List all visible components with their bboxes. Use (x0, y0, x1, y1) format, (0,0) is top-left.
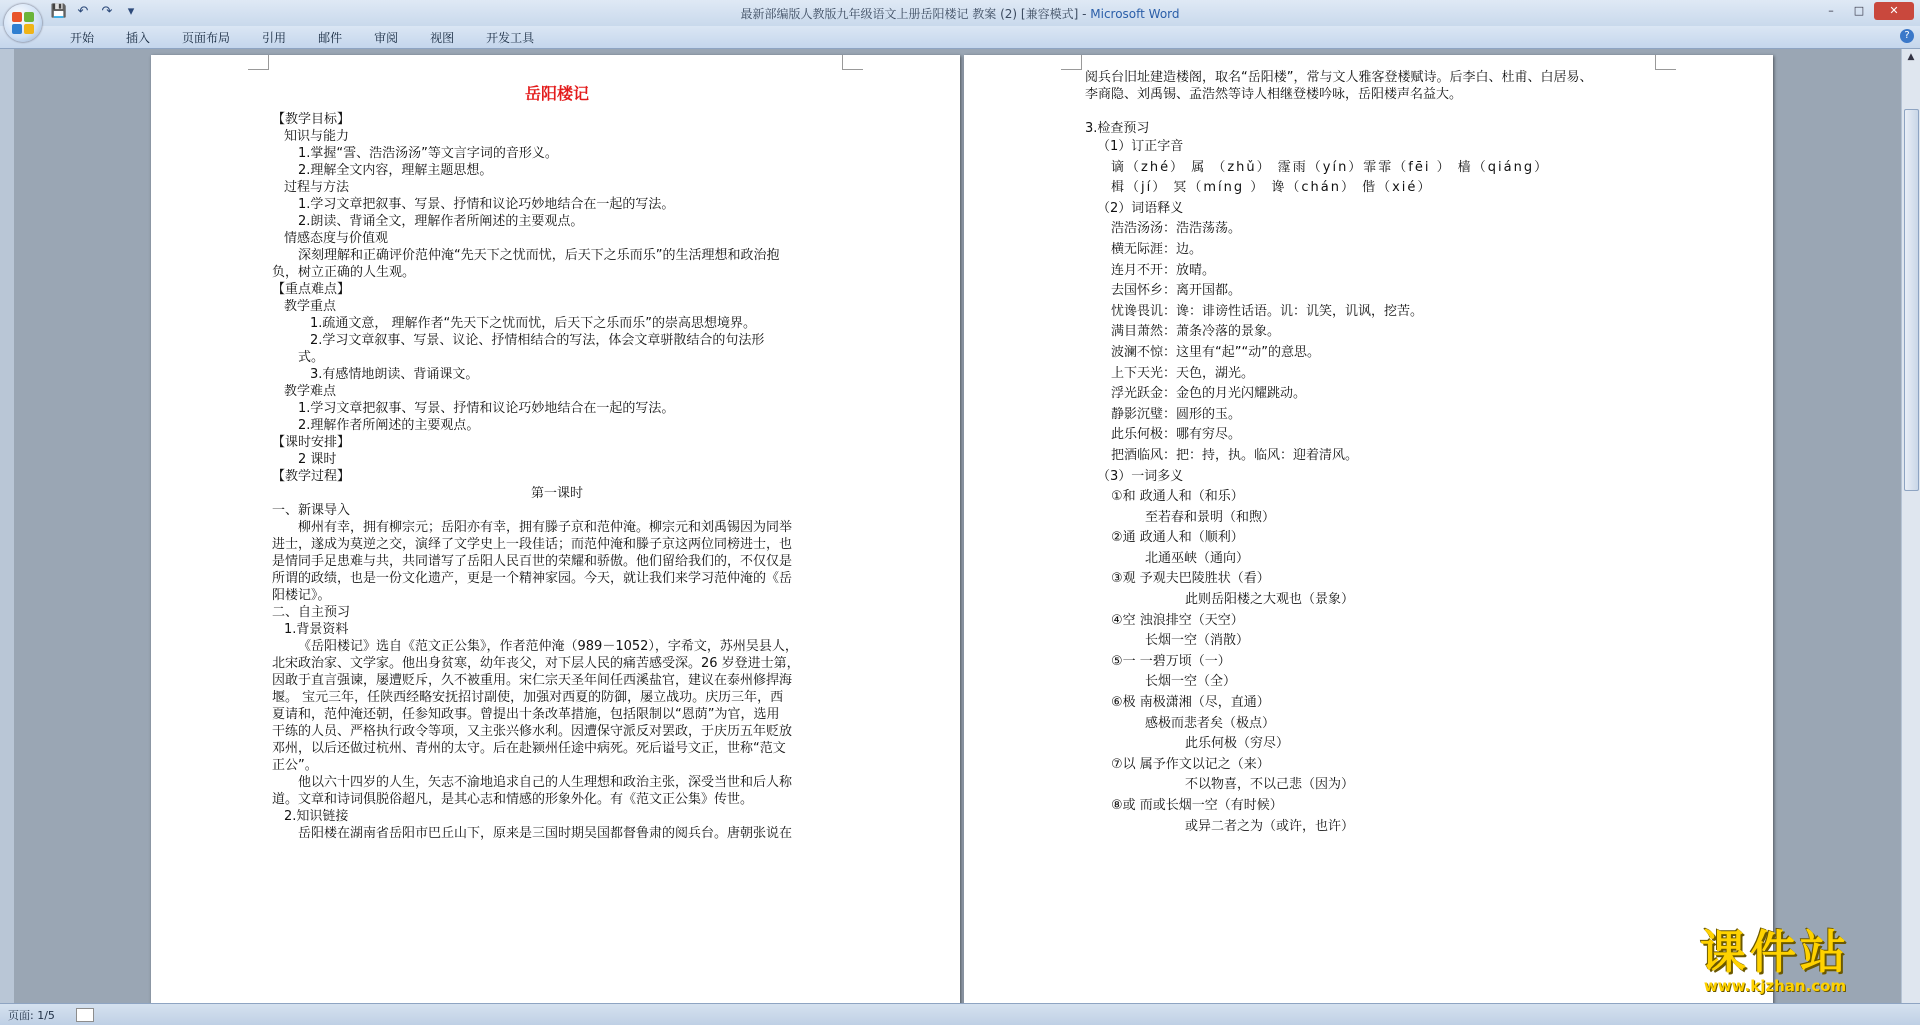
crop-mark (842, 55, 863, 70)
text-line: 柳州有幸，拥有柳宗元；岳阳亦有幸，拥有滕子京和范仲淹。柳宗元和刘禹锡因为同举 (298, 520, 793, 535)
text-line: 浮光跃金：金色的月光闪耀跳动。 (1111, 386, 1307, 402)
office-logo-icon (12, 12, 34, 34)
text-line (1085, 103, 1655, 120)
text-line: 或异二者之为（或许，也许） (1185, 818, 1355, 834)
text-line: 波澜不惊：这里有“起”“动”的意思。 (1111, 344, 1320, 360)
text-line: 是情同手足患难与共，共同谱写了岳阳人民百世的荣耀和骄傲。他们留给我们的，不仅仅是 (272, 554, 793, 569)
text-line: ⑤一 一碧万顷（一） (1111, 653, 1231, 669)
text-line: 此乐何极（穷尽） (1185, 736, 1290, 752)
document-workspace (14, 49, 1902, 1004)
text-line: 所谓的政绩，也是一份文化遗产，更是一个精神家园。今天，就让我们来学习范仲淹的《岳 (272, 571, 793, 586)
text-line: 感极而悲者矣（极点） (1145, 715, 1276, 731)
text-line: 忧谗畏讥：谗：诽谤性话语。讥：讥笑，讥讽，挖苦。 (1111, 303, 1424, 319)
scrollbar-thumb[interactable] (1904, 109, 1919, 491)
window-title (0, 5, 1920, 22)
text-line: 3.有感情地朗读、背诵课文。 (310, 367, 479, 382)
text-line: 一、新课导入 (272, 503, 351, 518)
text-line: 夏请和，范仲淹还朝，任参知政事。曾提出十条改革措施，包括限制以“恩荫”为官，选用 (272, 707, 780, 722)
text-line: 【重点难点】 (272, 282, 351, 297)
text-line: （2）词语释义 (1097, 200, 1184, 216)
text-line: 因敢于直言强谏，屡遭贬斥，久不被重用。宋仁宗天圣年间任西溪盐官，建议在泰州修捍海 (272, 673, 793, 688)
document-page-2[interactable] (964, 55, 1773, 1004)
crop-mark (1655, 55, 1676, 70)
text-line: 此乐何极：哪有穷尽。 (1111, 427, 1242, 443)
text-line: 二、自主预习 (272, 605, 351, 620)
text-line: 知识与能力 (284, 129, 350, 144)
text-line: 1.学习文章把叙事、写景、抒情和议论巧妙地结合在一起的写法。 (298, 401, 675, 416)
text-line: 1.疏通文意， 理解作者“先天下之忧而忧，后天下之乐而乐”的崇高思想境界。 (310, 316, 757, 331)
text-line: 正公”。 (272, 758, 318, 773)
document-name: 最新部编版人教版九年级语文上册岳阳楼记 教案 (2) [兼容模式] - (740, 7, 1091, 21)
crop-mark (248, 55, 269, 70)
ribbon-tabs (0, 26, 1920, 49)
text-line: 3.检查预习 (1085, 121, 1150, 136)
text-line: 教学重点 (284, 299, 337, 314)
text-line: 去国怀乡：离开国都。 (1111, 283, 1242, 299)
text-line: 过程与方法 (284, 180, 350, 195)
page-2-body (1085, 69, 1655, 837)
window-controls (1818, 2, 1914, 20)
text-line: 阅兵台旧址建造楼阁，取名“岳阳楼”，常与文人雅客登楼赋诗。后李白、杜甫、白居易、 (1085, 70, 1593, 85)
status-bar (0, 1003, 1920, 1025)
text-line: 【教学过程】 (272, 469, 351, 484)
tab-0[interactable]: 开始 (70, 31, 95, 45)
document-title: 岳阳楼记 (524, 84, 589, 103)
text-line: 负，树立正确的人生观。 (272, 265, 416, 280)
redo-icon[interactable]: ↷ (101, 4, 113, 19)
page-1-body (272, 77, 842, 842)
text-line: 横无际涯：边。 (1111, 241, 1203, 257)
minimize-button[interactable]: – (1828, 4, 1834, 17)
page-count[interactable]: 页面: 1/5 (8, 1009, 55, 1022)
customize-toolbar-icon[interactable]: ▾ (127, 4, 135, 19)
text-line: 2.学习文章叙事、写景、议论、抒情相结合的写法，体会文章骈散结合的句法形 (310, 333, 765, 348)
close-button[interactable]: ✕ (1874, 2, 1914, 20)
text-line: ⑧或 而或长烟一空（有时候） (1111, 798, 1283, 813)
text-line: 至若春和景明（和煦） (1145, 509, 1276, 525)
maximize-button[interactable]: □ (1853, 4, 1865, 17)
text-line: 1.学习文章把叙事、写景、抒情和议论巧妙地结合在一起的写法。 (298, 197, 675, 212)
text-line: 式。 (298, 350, 325, 365)
text-line: ⑦以 属予作文以记之（来） (1111, 756, 1270, 772)
tab-5[interactable]: 审阅 (374, 31, 399, 45)
tab-6[interactable]: 视图 (430, 31, 455, 45)
proofing-icon[interactable] (76, 1008, 94, 1022)
watermark-logo (1656, 927, 1894, 997)
text-line: 李商隐、刘禹锡、孟浩然等诗人相继登楼吟咏，岳阳楼声名益大。 (1085, 87, 1463, 102)
text-line: 2.朗读、背诵全文，理解作者所阐述的主要观点。 (298, 214, 584, 229)
scroll-up-icon[interactable]: ▲ (1907, 52, 1915, 62)
text-line: 2.知识链接 (284, 809, 349, 824)
text-line: 北通巫峡（通向） (1145, 550, 1250, 566)
text-line: 连月不开：放晴。 (1111, 262, 1216, 278)
text-line: 满目萧然：萧条冷落的景象。 (1111, 324, 1281, 340)
text-line: 楫（jí） 冥（míng ） 谗（chán） 偕（xié） (1111, 180, 1433, 196)
title-bar (0, 0, 1920, 26)
text-line: 情感态度与价值观 (284, 231, 389, 246)
watermark-url: www.kjzhan.com (1703, 977, 1847, 995)
text-line: 干练的人员、严格执行政令等项，又主张兴修水利。因遭保守派反对罢政，于庆历五年贬放 (272, 724, 793, 739)
text-line: 《岳阳楼记》选自《范文正公集》，作者范仲淹（989－1052），字希文，苏州吴县人， (298, 639, 798, 654)
text-line: ④空 浊浪排空（天空） (1111, 612, 1244, 628)
text-line: （1）订正字音 (1097, 139, 1184, 154)
text-line: 谪（zhé） 属 （zhǔ） 霪雨（yín）霏霏（fēi ） 樯（qiáng） (1111, 159, 1550, 175)
text-line: 北宋政治家、文学家。他出身贫寒，幼年丧父，对下层人民的痛苦感受深。26 岁登进士第， (272, 656, 800, 671)
text-line: 堰。 宝元三年，任陕西经略安抚招讨副使，加强对西夏的防御，屡立战功。庆历三年，西 (272, 690, 784, 705)
text-line: 邓州，以后还做过杭州、青州的太守。后在赴颍州任途中病死。死后谥号文正，世称“范文 (272, 741, 786, 756)
text-line: 长烟一空（消散） (1145, 633, 1250, 649)
text-line: 道。文章和诗词俱脱俗超凡，是其心志和情感的形象外化。有《范文正公集》传世。 (272, 792, 754, 807)
text-line: ③观 予观夫巴陵胜状（看） (1111, 571, 1270, 587)
tab-4[interactable]: 邮件 (318, 31, 343, 45)
text-line: 此则岳阳楼之大观也（景象） (1185, 592, 1355, 608)
text-line: 岳阳楼在湖南省岳阳市巴丘山下，原来是三国时期吴国都督鲁肃的阅兵台。唐朝张说在 (298, 826, 793, 841)
text-line: 把酒临风：把：持，执。临风：迎着清风。 (1111, 447, 1359, 463)
text-line: 进士，遂成为莫逆之交，演绎了文学史上一段佳话；而范仲淹和滕子京这两位同榜进士，也 (272, 537, 793, 552)
text-line: 长烟一空（全） (1145, 674, 1237, 690)
text-line: 第一课时 (530, 486, 583, 501)
text-line: 不以物喜，不以己悲（因为） (1185, 777, 1355, 793)
text-line: 教学难点 (284, 384, 337, 399)
document-page-1[interactable] (151, 55, 960, 1004)
text-line: 他以六十四岁的人生，矢志不渝地追求自己的人生理想和政治主张，深受当世和后人称 (298, 775, 793, 790)
text-line: 2.理解作者所阐述的主要观点。 (298, 418, 480, 433)
watermark-text: 课件站 (1700, 925, 1850, 979)
text-line: 1.背景资料 (284, 622, 349, 637)
text-line: 静影沉璧：圆形的玉。 (1111, 406, 1242, 422)
tab-1[interactable]: 插入 (126, 31, 151, 45)
app-name: Microsoft Word (1090, 7, 1180, 21)
tab-3[interactable]: 引用 (262, 31, 287, 45)
text-line: 【教学目标】 (272, 112, 351, 127)
text-line: 2.理解全文内容，理解主题思想。 (298, 163, 493, 178)
vertical-scrollbar[interactable] (1901, 49, 1920, 1004)
save-icon[interactable]: 💾 (50, 4, 68, 19)
text-line: 2 课时 (298, 452, 337, 467)
tab-7[interactable]: 开发工具 (486, 31, 535, 45)
text-line: （3）一词多义 (1097, 468, 1184, 484)
text-line: 1.掌握“霅、浩浩汤汤”等文言字词的音形义。 (298, 146, 558, 161)
text-line: 上下天光：天色，湖光。 (1111, 365, 1255, 381)
text-line: ⑥极 南极潇湘（尽，直通） (1111, 695, 1270, 711)
left-margin-strip (0, 49, 14, 1004)
text-line: 深刻理解和正确评价范仲淹“先天下之忧而忧，后天下之乐而乐”的生活理想和政治抱 (298, 248, 780, 263)
crop-mark (1061, 55, 1082, 70)
help-icon[interactable]: ? (1900, 29, 1914, 43)
text-line: 浩浩汤汤：浩浩荡荡。 (1111, 221, 1242, 237)
text-line: ①和 政通人和（和乐） (1111, 489, 1244, 505)
text-line: ②通 政通人和（顺利） (1111, 530, 1244, 546)
text-line: 阳楼记》。 (272, 588, 331, 603)
tab-2[interactable]: 页面布局 (182, 31, 231, 45)
undo-icon[interactable]: ↶ (77, 4, 89, 19)
text-line: 【课时安排】 (272, 435, 351, 450)
office-button[interactable] (4, 4, 42, 42)
